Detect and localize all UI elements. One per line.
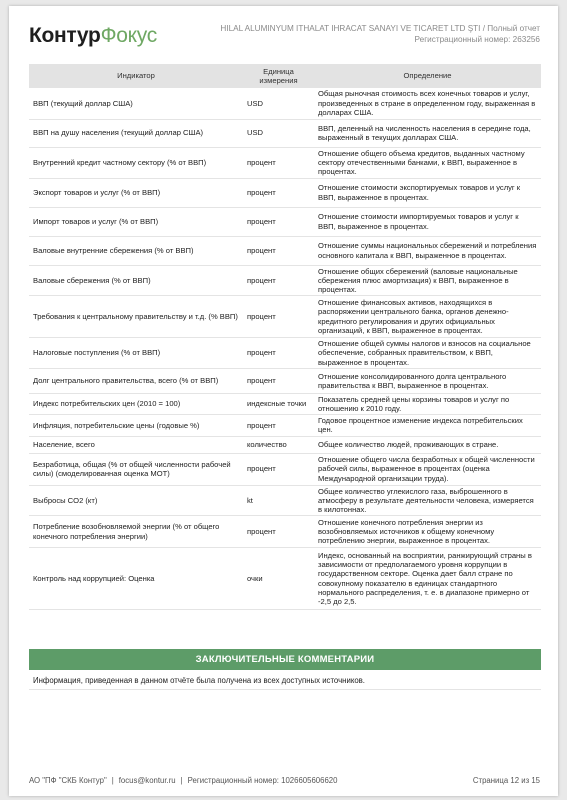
unit-cell: процент (243, 265, 314, 296)
table-row (29, 393, 541, 414)
definition-cell: Отношение стоимости экспортируемых товаров и услуг к ВВП, выраженное в процентах. (314, 178, 541, 207)
table-row (29, 338, 541, 369)
indicator-cell: ВВП (текущий доллар США) (29, 88, 243, 119)
table-row (29, 147, 541, 178)
table-row (29, 265, 541, 296)
divider (29, 689, 541, 690)
logo-part-focus: Фокус (100, 24, 157, 47)
indicator-cell: Импорт товаров и услуг (% от ВВП) (29, 207, 243, 236)
unit-cell: количество (243, 436, 314, 453)
definition-cell: Отношение стоимости импортируемых товаров и услуг к ВВП, выраженное в процентах. (314, 207, 541, 236)
registration-number: Регистрационный номер: 263256 (414, 35, 540, 44)
indicator-cell: Валовые сбережения (% от ВВП) (29, 265, 243, 296)
page-header (29, 20, 540, 54)
table-row (29, 368, 541, 393)
unit-cell: процент (243, 338, 314, 369)
page-number: Страница 12 из 15 (472, 776, 540, 785)
col-header-unit: Единица измерения (243, 64, 314, 88)
definition-cell: Индекс, основанный на восприятии, ранжирующий страны в зависимости от предполагаемого уровня коррупции в государственном секторе. Оценка дает балл стране по совокупному показателю в единицах стандартного нормального распределения, т. е. в диапазоне примерно от -2,5 до 2,5. (314, 548, 541, 610)
definition-cell: Общее количество людей, проживающих в стране. (314, 436, 541, 453)
table-row (29, 207, 541, 236)
definition-cell: Отношение общего числа безработных к общей численности рабочей силы, выраженное в процентах (оценка Международной организации труда). (314, 453, 541, 485)
table-row (29, 516, 541, 548)
unit-cell: индексные точки (243, 393, 314, 414)
indicator-cell: Население, всего (29, 436, 243, 453)
definition-cell: Отношение общей суммы налогов и взносов на социальное обеспечение, собранных правительством, к ВВП, выраженное в процентах. (314, 338, 541, 369)
unit-cell: USD (243, 88, 314, 119)
indicator-cell: ВВП на душу населения (текущий доллар США) (29, 119, 243, 147)
report-page (9, 6, 558, 796)
page-footer: АО "ПФ "СКБ Контур" | focus@kontur.ru | Регистрационный номер: 1026605606620 Страница 12 из 15 (29, 776, 540, 785)
table-row (29, 236, 541, 265)
definition-cell: Общее количество углекислого газа, выброшенного в атмосферу в результате деятельности человека, измеряется в килотоннах. (314, 485, 541, 516)
logo-part-kontur: Контур (29, 24, 101, 47)
unit-cell: процент (243, 415, 314, 436)
indicator-cell: Внутренний кредит частному сектору (% от ВВП) (29, 147, 243, 178)
unit-cell: процент (243, 236, 314, 265)
table-row (29, 436, 541, 453)
report-meta (220, 23, 540, 45)
footer-org: АО "ПФ "СКБ Контур" (29, 776, 107, 785)
kontur-focus-logo (29, 24, 157, 48)
indicator-cell: Требования к центральному правительству и т.д. (% ВВП) (29, 296, 243, 338)
unit-cell: процент (243, 516, 314, 548)
unit-cell: процент (243, 368, 314, 393)
unit-cell: очки (243, 548, 314, 610)
table-row (29, 415, 541, 436)
footer-email[interactable]: focus@kontur.ru (118, 776, 176, 785)
table-header-row (29, 64, 541, 88)
definition-cell: Отношение финансовых активов, находящихся в распоряжении центрального банка, органов денежно-кредитного регулирования и других официальных организаций, к ВВП, выраженное в процентах. (314, 296, 541, 338)
table-row (29, 548, 541, 610)
indicator-cell: Контроль над коррупцией: Оценка (29, 548, 243, 610)
definition-cell: Отношение суммы национальных сбережений и потребления основного капитала к ВВП, выраженное в процентах. (314, 236, 541, 265)
definition-cell: Отношение общих сбережений (валовые национальные сбережения плюс амортизация) к ВВП, выраженное в процентах. (314, 265, 541, 296)
table-row (29, 119, 541, 147)
indicators-table (29, 64, 541, 610)
unit-cell: процент (243, 147, 314, 178)
indicator-cell: Инфляция, потребительские цены (годовые %) (29, 415, 243, 436)
indicator-cell: Выбросы CO2 (кт) (29, 485, 243, 516)
definition-cell: Отношение консолидированного долга центрального правительства к ВВП, выраженное в процентах. (314, 368, 541, 393)
closing-comments-heading: ЗАКЛЮЧИТЕЛЬНЫЕ КОММЕНТАРИИ (29, 649, 541, 670)
table-row (29, 453, 541, 485)
definition-cell: Отношение конечного потребления энергии из возобновляемых источников к общему конечному потреблению энергии, выраженное в процентах. (314, 516, 541, 548)
indicator-cell: Налоговые поступления (% от ВВП) (29, 338, 243, 369)
definition-cell: Показатель средней цены корзины товаров и услуг по отношению к 2010 году. (314, 393, 541, 414)
unit-cell: процент (243, 178, 314, 207)
definition-cell: Отношение общего объема кредитов, выданных частному сектору отечественными банками, к ВВП, выраженное в процентах. (314, 147, 541, 178)
unit-cell: USD (243, 119, 314, 147)
indicator-cell: Потребление возобновляемой энергии (% от общего конечного потребления энергии) (29, 516, 243, 548)
indicator-cell: Безработица, общая (% от общей численности рабочей силы) (смоделированная оценка МОТ) (29, 453, 243, 485)
footer-reg-number: Регистрационный номер: 1026605606620 (187, 776, 338, 785)
closing-comments-text: Информация, приведенная в данном отчёте была получена из всех доступных источников. (33, 676, 365, 685)
unit-cell: процент (243, 296, 314, 338)
unit-cell: процент (243, 453, 314, 485)
company-title: HILAL ALUMINYUM ITHALAT IHRACAT SANAYI VE TICARET LTD ŞTI / Полный отчет (220, 24, 540, 33)
definition-cell: ВВП, деленный на численность населения в середине года, выраженный в текущих долларах США. (314, 119, 541, 147)
unit-cell: kt (243, 485, 314, 516)
indicator-cell: Индекс потребительских цен (2010 = 100) (29, 393, 243, 414)
table-row (29, 88, 541, 119)
table-row (29, 178, 541, 207)
indicator-cell: Валовые внутренние сбережения (% от ВВП) (29, 236, 243, 265)
indicator-cell: Экспорт товаров и услуг (% от ВВП) (29, 178, 243, 207)
table-row (29, 485, 541, 516)
unit-cell: процент (243, 207, 314, 236)
col-header-definition: Определение (314, 64, 541, 88)
definition-cell: Общая рыночная стоимость всех конечных товаров и услуг, произведенных в стране в определенном году, выраженная в долларах США. (314, 88, 541, 119)
indicator-cell: Долг центрального правительства, всего (% от ВВП) (29, 368, 243, 393)
col-header-indicator: Индикатор (29, 64, 243, 88)
definition-cell: Годовое процентное изменение индекса потребительских цен. (314, 415, 541, 436)
table-row (29, 296, 541, 338)
